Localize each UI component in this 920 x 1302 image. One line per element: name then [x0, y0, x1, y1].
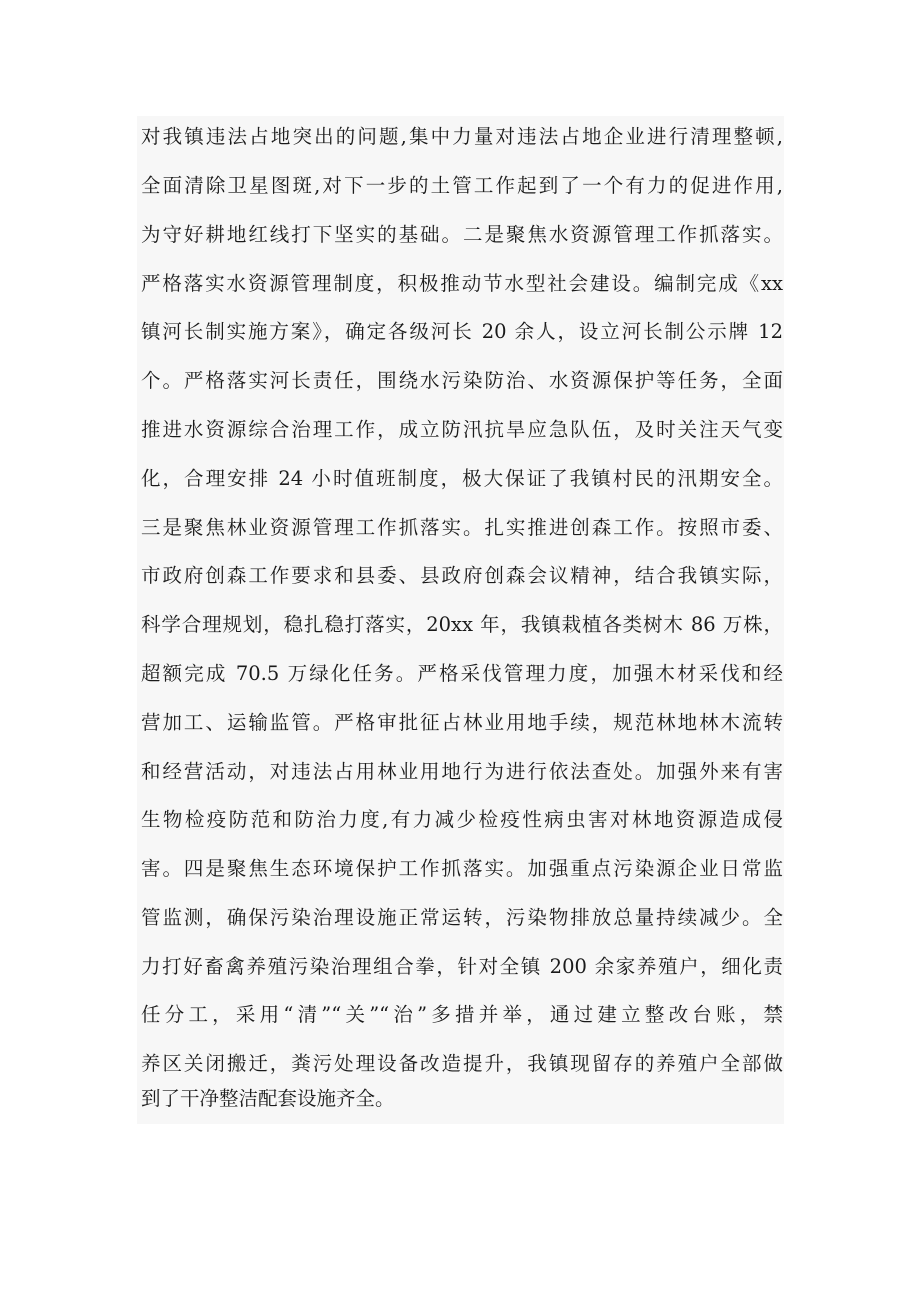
text-line: 到了干净整洁配套设施齐全。 [141, 1087, 395, 1110]
text-line: 营加工、运输监管。严格审批征占林业用地手续，规范林地林木流转 [141, 711, 783, 734]
text-line: 推进水资源综合治理工作，成立防汛抗旱应急队伍，及时关注天气变 [141, 418, 783, 441]
text-line: 和经营活动，对违法占用林业用地行为进行依法查处。加强外来有害 [141, 760, 783, 783]
text-line: 超额完成 70.5 万绿化任务。严格采伐管理力度，加强木材采伐和经 [141, 662, 783, 685]
text-line: 严格落实水资源管理制度，积极推动节水型社会建设。编制完成《xx [141, 272, 783, 295]
text-line: 个。严格落实河长责任，围绕水污染防治、水资源保护等任务，全面 [141, 369, 783, 392]
text-line: 化，合理安排 24 小时值班制度，极大保证了我镇村民的汛期安全。 [141, 467, 783, 490]
text-line: 生物检疫防范和防治力度,有力减少检疫性病虫害对林地资源造成侵 [141, 808, 783, 831]
text-line: 科学合理规划，稳扎稳打落实，20xx 年，我镇栽植各类树木 86 万株， [141, 613, 783, 636]
text-line: 全面清除卫星图斑,对下一步的土管工作起到了一个有力的促进作用, [141, 174, 783, 197]
text-line: 力打好畜禽养殖污染治理组合拳，针对全镇 200 余家养殖户，细化责 [141, 955, 783, 978]
body-text-block [137, 116, 784, 1124]
text-line: 养区关闭搬迁，粪污处理设备改造提升，我镇现留存的养殖户全部做 [141, 1052, 783, 1075]
text-line: 三是聚焦林业资源管理工作抓落实。扎实推进创森工作。按照市委、 [141, 516, 783, 539]
text-line: 对我镇违法占地突出的问题,集中力量对违法占地企业进行清理整顿, [141, 125, 783, 148]
text-line: 任分工，采用“清”“关”“治”多措并举，通过建立整改台账，禁 [141, 1003, 783, 1026]
text-line: 管监测，确保污染治理设施正常运转，污染物排放总量持续减少。全 [141, 906, 783, 929]
text-line: 市政府创森工作要求和县委、县政府创森会议精神，结合我镇实际， [141, 564, 783, 587]
text-line: 镇河长制实施方案》，确定各级河长 20 余人，设立河长制公示牌 12 [141, 320, 783, 343]
text-line: 害。四是聚焦生态环境保护工作抓落实。加强重点污染源企业日常监 [141, 857, 783, 880]
text-line: 为守好耕地红线打下坚实的基础。二是聚焦水资源管理工作抓落实。 [141, 223, 783, 246]
